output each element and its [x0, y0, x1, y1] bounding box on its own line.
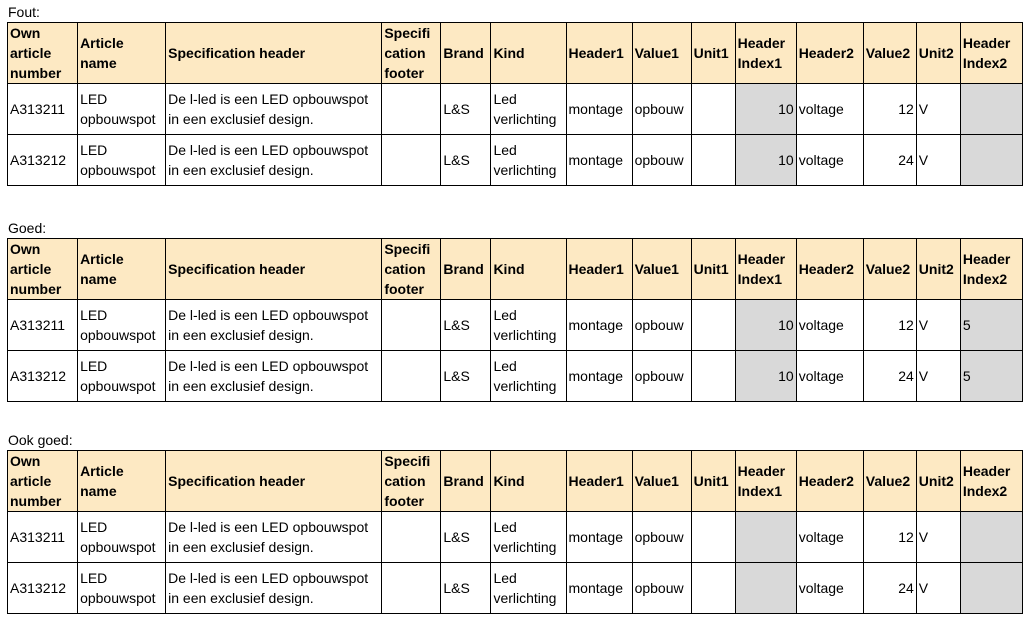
spreadsheet-table	[7, 238, 1023, 402]
header-cell-unit2[interactable]: Unit2	[916, 239, 960, 300]
cell-header-index2[interactable]: 5	[960, 351, 1022, 402]
cell-own-article-number[interactable]: A313211	[8, 512, 78, 563]
table-caption: Goed:	[8, 220, 47, 236]
cell-value1[interactable]: opbouw	[632, 300, 691, 351]
cell-header-index1[interactable]: 10	[735, 84, 796, 135]
header-cell-unit1[interactable]: Unit1	[691, 23, 735, 84]
cell-article-name[interactable]: LED opbouwspot	[78, 135, 166, 186]
header-row	[8, 23, 1023, 84]
cell-brand[interactable]: L&S	[441, 512, 491, 563]
cell-unit1[interactable]	[691, 512, 735, 563]
table-caption: Ook goed:	[8, 432, 73, 448]
cell-value1[interactable]: opbouw	[632, 351, 691, 402]
header-cell-kind[interactable]: Kind	[491, 451, 566, 512]
header-cell-header2[interactable]: Header2	[796, 23, 863, 84]
cell-header1[interactable]: montage	[566, 351, 632, 402]
cell-kind[interactable]: Led verlichting	[491, 563, 566, 614]
cell-specification-header[interactable]: De l-led is een LED opbouwspot in een exclusief design.	[166, 84, 382, 135]
cell-header2[interactable]: voltage	[796, 563, 863, 614]
cell-specification-header[interactable]: De l-led is een LED opbouwspot in een exclusief design.	[166, 135, 382, 186]
cell-kind[interactable]: Led verlichting	[491, 300, 566, 351]
cell-header-index2[interactable]	[960, 84, 1022, 135]
cell-value2[interactable]: 12	[863, 300, 916, 351]
cell-article-name[interactable]: LED opbouwspot	[78, 351, 166, 402]
cell-unit2[interactable]: V	[916, 512, 960, 563]
header-cell-own-article-number[interactable]: Own article number	[8, 451, 78, 512]
cell-header-index2[interactable]: 5	[960, 300, 1022, 351]
header-cell-unit2[interactable]: Unit2	[916, 23, 960, 84]
cell-header1[interactable]: montage	[566, 512, 632, 563]
cell-specification-header[interactable]: De l-led is een LED opbouwspot in een exclusief design.	[166, 351, 382, 402]
header-cell-value2[interactable]: Value2	[863, 23, 916, 84]
cell-specification-header[interactable]: De l-led is een LED opbouwspot in een exclusief design.	[166, 512, 382, 563]
cell-article-name[interactable]: LED opbouwspot	[78, 84, 166, 135]
header-cell-value2[interactable]: Value2	[863, 451, 916, 512]
header-cell-unit1[interactable]: Unit1	[691, 239, 735, 300]
header-cell-article-name[interactable]: Article name	[78, 23, 166, 84]
cell-value1[interactable]: opbouw	[632, 135, 691, 186]
header-cell-header-index2[interactable]: Header Index2	[960, 451, 1022, 512]
cell-specification-header[interactable]: De l-led is een LED opbouwspot in een exclusief design.	[166, 563, 382, 614]
header-cell-article-name[interactable]: Article name	[78, 451, 166, 512]
cell-value2[interactable]: 24	[863, 351, 916, 402]
header-cell-specification-footer[interactable]: Specifi cation footer	[382, 239, 441, 300]
table-row	[8, 351, 1023, 402]
header-cell-kind[interactable]: Kind	[491, 239, 566, 300]
header-cell-specification-header[interactable]: Specification header	[166, 23, 382, 84]
cell-header1[interactable]: montage	[566, 563, 632, 614]
cell-unit2[interactable]: V	[916, 84, 960, 135]
cell-kind[interactable]: Led verlichting	[491, 512, 566, 563]
header-cell-specification-header[interactable]: Specification header	[166, 451, 382, 512]
cell-unit1[interactable]	[691, 135, 735, 186]
cell-specification-footer[interactable]	[382, 84, 441, 135]
header-cell-article-name[interactable]: Article name	[78, 239, 166, 300]
header-cell-own-article-number[interactable]: Own article number	[8, 23, 78, 84]
cell-specification-footer[interactable]	[382, 512, 441, 563]
cell-unit1[interactable]	[691, 351, 735, 402]
header-cell-header-index2[interactable]: Header Index2	[960, 23, 1022, 84]
cell-kind[interactable]: Led verlichting	[491, 84, 566, 135]
cell-header-index1[interactable]	[735, 563, 796, 614]
cell-specification-footer[interactable]	[382, 563, 441, 614]
header-row	[8, 239, 1023, 300]
header-cell-header-index2[interactable]: Header Index2	[960, 239, 1022, 300]
spreadsheet-table	[7, 22, 1023, 186]
cell-brand[interactable]: L&S	[441, 351, 491, 402]
cell-unit1[interactable]	[691, 84, 735, 135]
cell-unit1[interactable]	[691, 563, 735, 614]
table-row	[8, 512, 1023, 563]
header-cell-unit2[interactable]: Unit2	[916, 451, 960, 512]
cell-specification-footer[interactable]	[382, 135, 441, 186]
cell-header-index2[interactable]	[960, 512, 1022, 563]
header-cell-value2[interactable]: Value2	[863, 239, 916, 300]
cell-header2[interactable]: voltage	[796, 84, 863, 135]
header-cell-specification-footer[interactable]: Specifi cation footer	[382, 23, 441, 84]
cell-own-article-number[interactable]: A313212	[8, 563, 78, 614]
header-cell-header-index1[interactable]: Header Index1	[735, 23, 796, 84]
spreadsheet-table	[7, 450, 1023, 614]
header-cell-header1[interactable]: Header1	[566, 239, 632, 300]
cell-value2[interactable]: 12	[863, 84, 916, 135]
header-cell-kind[interactable]: Kind	[491, 23, 566, 84]
cell-article-name[interactable]: LED opbouwspot	[78, 512, 166, 563]
table-caption: Fout:	[8, 4, 40, 20]
cell-header2[interactable]: voltage	[796, 300, 863, 351]
cell-brand[interactable]: L&S	[441, 300, 491, 351]
cell-header1[interactable]: montage	[566, 135, 632, 186]
header-cell-own-article-number[interactable]: Own article number	[8, 239, 78, 300]
cell-own-article-number[interactable]: A313212	[8, 135, 78, 186]
header-cell-value1[interactable]: Value1	[632, 239, 691, 300]
cell-own-article-number[interactable]: A313211	[8, 84, 78, 135]
header-cell-specification-header[interactable]: Specification header	[166, 239, 382, 300]
cell-specification-header[interactable]: De l-led is een LED opbouwspot in een exclusief design.	[166, 300, 382, 351]
header-cell-value1[interactable]: Value1	[632, 451, 691, 512]
cell-article-name[interactable]: LED opbouwspot	[78, 300, 166, 351]
cell-brand[interactable]: L&S	[441, 563, 491, 614]
header-cell-specification-footer[interactable]: Specifi cation footer	[382, 451, 441, 512]
cell-unit1[interactable]	[691, 300, 735, 351]
cell-unit2[interactable]: V	[916, 300, 960, 351]
header-cell-header2[interactable]: Header2	[796, 239, 863, 300]
cell-unit2[interactable]: V	[916, 563, 960, 614]
header-cell-unit1[interactable]: Unit1	[691, 451, 735, 512]
cell-value1[interactable]: opbouw	[632, 512, 691, 563]
cell-header-index1[interactable]	[735, 512, 796, 563]
cell-brand[interactable]: L&S	[441, 135, 491, 186]
cell-specification-footer[interactable]	[382, 351, 441, 402]
cell-header2[interactable]: voltage	[796, 512, 863, 563]
header-cell-header-index1[interactable]: Header Index1	[735, 239, 796, 300]
header-cell-brand[interactable]: Brand	[441, 23, 491, 84]
cell-header-index2[interactable]	[960, 563, 1022, 614]
header-cell-header1[interactable]: Header1	[566, 23, 632, 84]
header-cell-value1[interactable]: Value1	[632, 23, 691, 84]
header-cell-header2[interactable]: Header2	[796, 451, 863, 512]
cell-header2[interactable]: voltage	[796, 135, 863, 186]
table-row	[8, 84, 1023, 135]
cell-value2[interactable]: 24	[863, 135, 916, 186]
cell-header-index2[interactable]	[960, 135, 1022, 186]
cell-brand[interactable]: L&S	[441, 84, 491, 135]
header-cell-header-index1[interactable]: Header Index1	[735, 451, 796, 512]
cell-article-name[interactable]: LED opbouwspot	[78, 563, 166, 614]
table-row	[8, 563, 1023, 614]
cell-value1[interactable]: opbouw	[632, 563, 691, 614]
cell-own-article-number[interactable]: A313212	[8, 351, 78, 402]
header-cell-header1[interactable]: Header1	[566, 451, 632, 512]
cell-specification-footer[interactable]	[382, 300, 441, 351]
cell-value1[interactable]: opbouw	[632, 84, 691, 135]
cell-own-article-number[interactable]: A313211	[8, 300, 78, 351]
header-cell-brand[interactable]: Brand	[441, 451, 491, 512]
header-row	[8, 451, 1023, 512]
cell-header1[interactable]: montage	[566, 300, 632, 351]
cell-value2[interactable]: 24	[863, 563, 916, 614]
cell-kind[interactable]: Led verlichting	[491, 135, 566, 186]
cell-header1[interactable]: montage	[566, 84, 632, 135]
cell-kind[interactable]: Led verlichting	[491, 351, 566, 402]
table-row	[8, 135, 1023, 186]
table-row	[8, 300, 1023, 351]
header-cell-brand[interactable]: Brand	[441, 239, 491, 300]
cell-value2[interactable]: 12	[863, 512, 916, 563]
cell-header2[interactable]: voltage	[796, 351, 863, 402]
cell-header-index1[interactable]: 10	[735, 135, 796, 186]
cell-header-index1[interactable]: 10	[735, 300, 796, 351]
cell-unit2[interactable]: V	[916, 351, 960, 402]
cell-unit2[interactable]: V	[916, 135, 960, 186]
cell-header-index1[interactable]: 10	[735, 351, 796, 402]
